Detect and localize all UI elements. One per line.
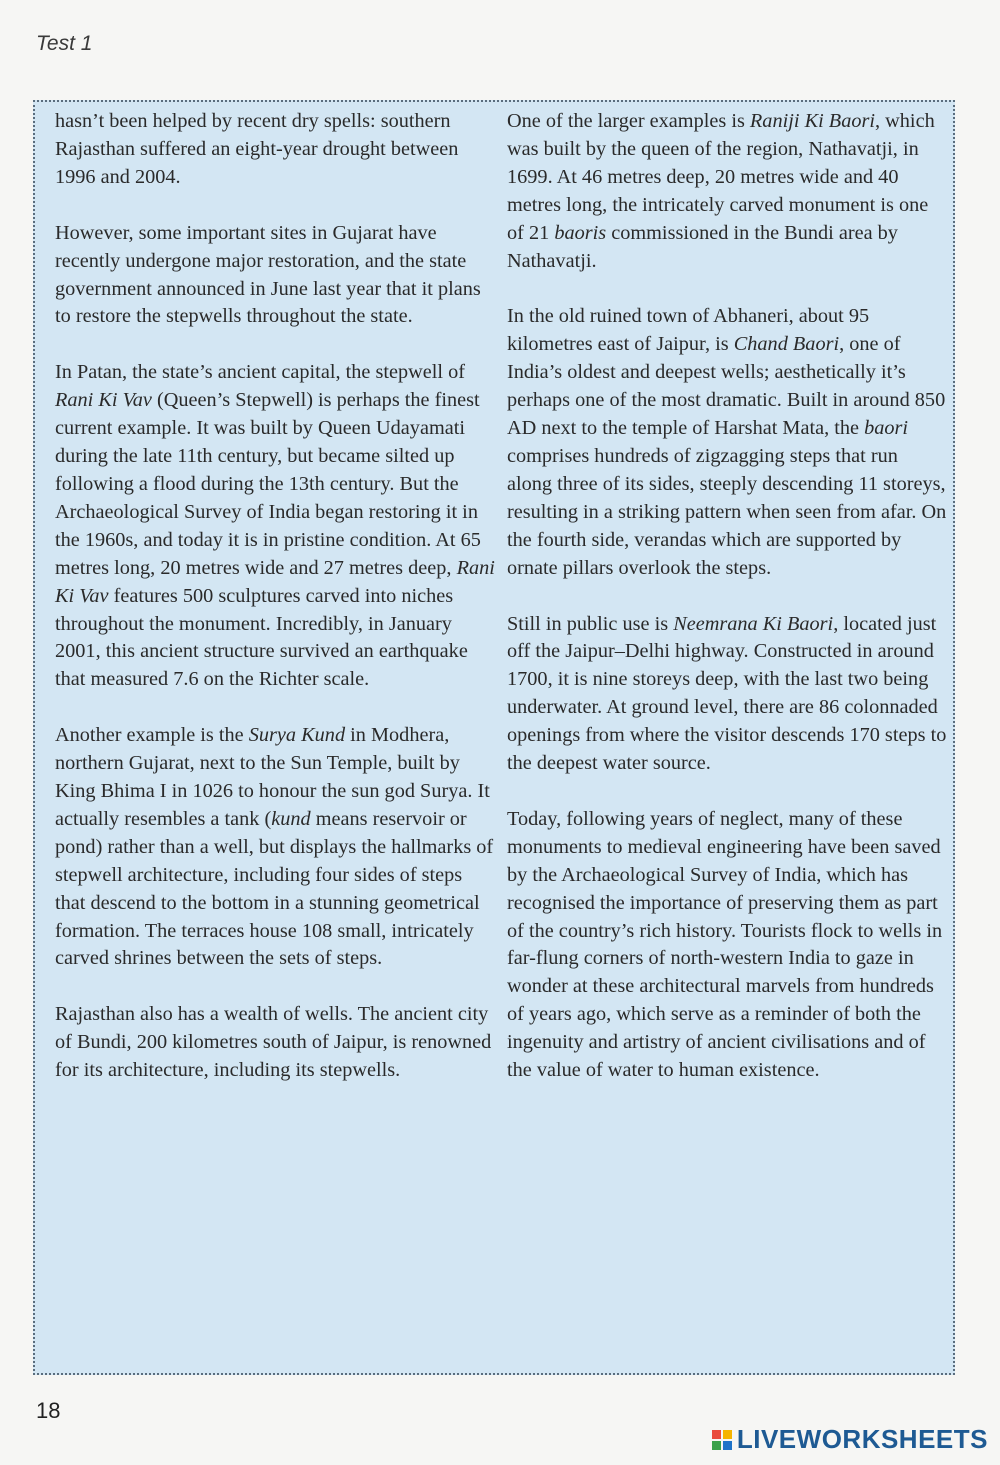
text-span: , which was built by the queen of the region, Nathavatji, in 1699. At 46 metres deep, 20 metres wide and 40 metres long, the intricately carved monument is one of 21 <box>507 110 935 244</box>
italic-term: Surya Kund <box>248 724 346 747</box>
text-span: One of the larger examples is <box>507 110 750 132</box>
text-span: , located just off the Jaipur–Delhi highway. Constructed in around 1700, it is nine storeys deep, with the last two being underwater. At ground level, there are 86 colonnaded openings from where the visitor descends 170 steps to the deepest water source. <box>507 612 947 775</box>
text-span: Another example is the <box>55 724 249 747</box>
paragraph <box>507 303 947 582</box>
right-column <box>507 108 947 1113</box>
text-span: , one of India’s oldest and deepest wells; aesthetically it’s perhaps one of the most dramatic. Built in around 850 AD next to the temple of Harshat Mata, the <box>507 333 946 440</box>
paragraph: Today, following years of neglect, many of these monuments to medieval engineering have been saved by the Archaeological Survey of India, which has recognised the importance of preserving them as part of the country’s rich history. Tourists flock to wells in far-flung corners of north-western India to gaze in wonder at these architectural marvels from hundreds of years ago, which serve as a reminder of both the ingenuity and artistry of ancient civilisations and of the value of water to human existence. <box>507 807 943 1082</box>
italic-term: kund <box>271 807 311 830</box>
reading-passage-panel <box>33 100 955 1375</box>
italic-term: baoris <box>554 221 607 244</box>
italic-term: baori <box>864 417 909 440</box>
italic-term: Neemrana Ki Baori <box>673 612 834 635</box>
running-head: Test 1 <box>36 32 93 55</box>
liveworksheets-logo-icon <box>712 1430 732 1450</box>
text-span: means reservoir or pond) rather than a well, but displays the hallmarks of stepwell architecture, including four sides of steps that descend to the bottom in a stunning geometrical formation. The terraces house 108 small, intricately carved shrines between the sets of steps. <box>55 807 494 970</box>
text-span: (Queen’s Stepwell) is perhaps the finest current example. It was built by Queen Udayamati during the late 11th century, but became silted up following a flood during the 13th century. But the Archaeological Survey of India began restoring it in the 1960s, and today it is in pristine condition. At 65 metres long, 20 metres wide and 27 metres deep, <box>55 389 481 579</box>
liveworksheets-watermark <box>712 1424 988 1455</box>
italic-term: Rani Ki Vav <box>55 389 152 412</box>
text-span: comprises hundreds of zigzagging steps that run along three of its sides, steeply descending 11 storeys, resulting in a striking pattern when seen from afar. On the fourth side, verandas which are supported by ornate pillars overlook the steps. <box>507 444 947 579</box>
text-span: In Patan, the state’s ancient capital, the stepwell of <box>55 361 465 384</box>
text-span: features 500 sculptures carved into niches throughout the monument. Incredibly, in January 2001, this ancient structure survived an earthquake that measured 7.6 on the Richter scale. <box>55 584 468 691</box>
text-span: in Modhera, northern Gujarat, next to the Sun Temple, built by King Bhima I in 1026 to honour the sun god Surya. It actually resembles a tank ( <box>55 724 490 830</box>
text-span: In the old ruined town of Abhaneri, about 95 kilometres east of Jaipur, is <box>507 305 870 356</box>
italic-term: Chand Baori <box>733 333 840 356</box>
paragraph: hasn’t been helped by recent dry spells: southern Rajasthan suffered an eight-year drought between 1996 and 2004. <box>55 110 459 188</box>
paragraph <box>55 722 495 973</box>
text-span: Still in public use is <box>507 612 674 635</box>
paragraph <box>507 611 947 778</box>
italic-term: Raniji Ki Baori <box>749 110 875 132</box>
italic-term: Rani Ki Vav <box>55 556 495 607</box>
paragraph: However, some important sites in Gujarat have recently undergone major restoration, and the state government announced in June last year that it plans to restore the stepwells throughout the state. <box>55 221 481 328</box>
paragraph: Rajasthan also has a wealth of wells. The ancient city of Bundi, 200 kilometres south of Jaipur, is renowned for its architecture, including its stepwells. <box>55 1003 492 1082</box>
watermark-text: LIVEWORKSHEETS <box>736 1424 988 1454</box>
left-column <box>55 108 495 1113</box>
text-span: commissioned in the Bundi area by Nathavatji. <box>507 221 898 272</box>
paragraph <box>507 108 947 275</box>
paragraph <box>55 359 495 694</box>
page-number: 18 <box>36 1398 61 1423</box>
